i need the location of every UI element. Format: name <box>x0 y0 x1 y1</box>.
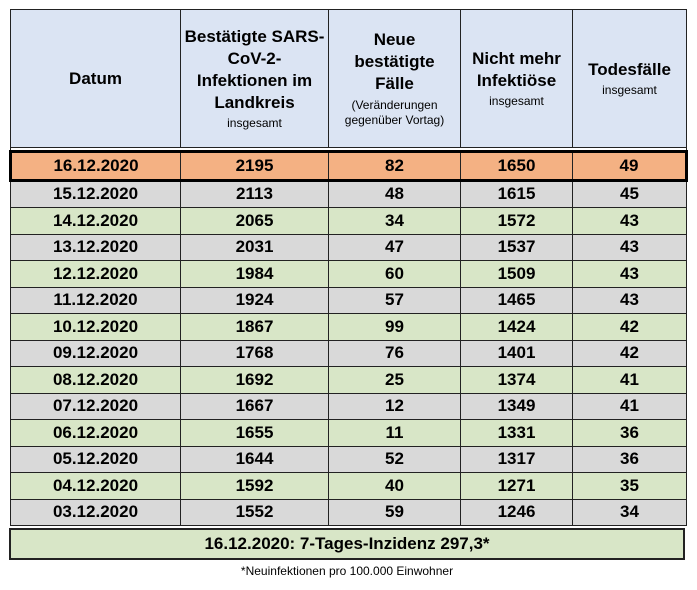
cell-nicht-mehr: 1246 <box>461 499 573 526</box>
cell-todesfaelle: 49 <box>573 152 687 181</box>
cell-bestaetigte: 1552 <box>181 499 329 526</box>
header-nicht-mehr-infektioese <box>461 10 573 148</box>
cell-todesfaelle: 35 <box>573 473 687 500</box>
cell-neue: 60 <box>329 261 461 288</box>
cell-nicht-mehr: 1349 <box>461 393 573 420</box>
cell-nicht-mehr: 1424 <box>461 314 573 341</box>
cell-bestaetigte: 1867 <box>181 314 329 341</box>
cell-todesfaelle: 41 <box>573 393 687 420</box>
table-row <box>11 234 687 261</box>
cell-neue: 48 <box>329 180 461 208</box>
cell-todesfaelle: 43 <box>573 287 687 314</box>
header-neue-faelle <box>329 10 461 148</box>
cell-neue: 59 <box>329 499 461 526</box>
cell-nicht-mehr: 1572 <box>461 208 573 235</box>
table-row <box>11 261 687 288</box>
cell-neue: 11 <box>329 420 461 447</box>
cell-todesfaelle: 43 <box>573 261 687 288</box>
cell-datum: 05.12.2020 <box>11 446 181 473</box>
cell-nicht-mehr: 1331 <box>461 420 573 447</box>
cell-datum: 04.12.2020 <box>11 473 181 500</box>
table-row <box>11 393 687 420</box>
table-row <box>11 446 687 473</box>
table-row <box>11 340 687 367</box>
cell-datum: 14.12.2020 <box>11 208 181 235</box>
cell-todesfaelle: 34 <box>573 499 687 526</box>
covid-statistics-table <box>9 9 688 526</box>
header-nicht-sub: insgesamt <box>489 94 544 108</box>
table-row <box>11 367 687 394</box>
cell-bestaetigte: 2195 <box>181 152 329 181</box>
cell-nicht-mehr: 1615 <box>461 180 573 208</box>
header-tod-sub: insgesamt <box>602 83 657 97</box>
cell-nicht-mehr: 1650 <box>461 152 573 181</box>
header-bestaetigte-sub: insgesamt <box>227 116 282 130</box>
cell-bestaetigte: 1924 <box>181 287 329 314</box>
covid-statistics-table-container <box>9 9 685 578</box>
cell-todesfaelle: 36 <box>573 420 687 447</box>
cell-todesfaelle: 41 <box>573 367 687 394</box>
header-nicht-main: Nicht mehr Infektiöse <box>472 49 561 90</box>
cell-bestaetigte: 1667 <box>181 393 329 420</box>
table-row <box>11 499 687 526</box>
cell-neue: 47 <box>329 234 461 261</box>
header-todesfaelle <box>573 10 687 148</box>
table-row <box>11 314 687 341</box>
cell-nicht-mehr: 1537 <box>461 234 573 261</box>
cell-bestaetigte: 1692 <box>181 367 329 394</box>
cell-datum: 11.12.2020 <box>11 287 181 314</box>
cell-neue: 99 <box>329 314 461 341</box>
cell-datum: 10.12.2020 <box>11 314 181 341</box>
cell-datum: 12.12.2020 <box>11 261 181 288</box>
cell-nicht-mehr: 1401 <box>461 340 573 367</box>
cell-datum: 09.12.2020 <box>11 340 181 367</box>
cell-neue: 12 <box>329 393 461 420</box>
cell-nicht-mehr: 1317 <box>461 446 573 473</box>
cell-neue: 40 <box>329 473 461 500</box>
cell-datum: 07.12.2020 <box>11 393 181 420</box>
cell-bestaetigte: 2113 <box>181 180 329 208</box>
cell-bestaetigte: 1592 <box>181 473 329 500</box>
table-row <box>11 208 687 235</box>
cell-todesfaelle: 43 <box>573 234 687 261</box>
cell-todesfaelle: 42 <box>573 314 687 341</box>
header-neue-main: Neue bestätigte Fälle <box>354 30 435 93</box>
cell-neue: 76 <box>329 340 461 367</box>
cell-bestaetigte: 2065 <box>181 208 329 235</box>
header-bestaetigte-main: Bestätigte SARS-CoV-2-Infektionen im Landkreis <box>184 27 325 112</box>
cell-todesfaelle: 36 <box>573 446 687 473</box>
cell-neue: 25 <box>329 367 461 394</box>
cell-nicht-mehr: 1465 <box>461 287 573 314</box>
incidence-summary: 16.12.2020: 7-Tages-Inzidenz 297,3* <box>9 528 685 560</box>
table-row <box>11 152 687 181</box>
cell-neue: 57 <box>329 287 461 314</box>
table-row <box>11 287 687 314</box>
cell-datum: 16.12.2020 <box>11 152 181 181</box>
header-tod-main: Todesfälle <box>588 60 671 79</box>
table-body <box>11 152 687 526</box>
cell-bestaetigte: 1655 <box>181 420 329 447</box>
cell-datum: 15.12.2020 <box>11 180 181 208</box>
table-row <box>11 180 687 208</box>
cell-nicht-mehr: 1271 <box>461 473 573 500</box>
cell-todesfaelle: 43 <box>573 208 687 235</box>
cell-neue: 34 <box>329 208 461 235</box>
table-row <box>11 473 687 500</box>
cell-datum: 03.12.2020 <box>11 499 181 526</box>
cell-nicht-mehr: 1509 <box>461 261 573 288</box>
header-bestaetigte-infektionen <box>181 10 329 148</box>
cell-neue: 52 <box>329 446 461 473</box>
cell-bestaetigte: 1984 <box>181 261 329 288</box>
cell-datum: 08.12.2020 <box>11 367 181 394</box>
footnote: *Neuinfektionen pro 100.000 Einwohner <box>240 564 454 578</box>
cell-neue: 82 <box>329 152 461 181</box>
cell-datum: 13.12.2020 <box>11 234 181 261</box>
header-datum: Datum <box>11 10 181 148</box>
cell-bestaetigte: 1768 <box>181 340 329 367</box>
cell-bestaetigte: 1644 <box>181 446 329 473</box>
cell-todesfaelle: 42 <box>573 340 687 367</box>
header-neue-sub: (Veränderungen gegenüber Vortag) <box>344 98 445 127</box>
cell-datum: 06.12.2020 <box>11 420 181 447</box>
cell-todesfaelle: 45 <box>573 180 687 208</box>
cell-bestaetigte: 2031 <box>181 234 329 261</box>
table-header-row <box>11 10 687 148</box>
cell-nicht-mehr: 1374 <box>461 367 573 394</box>
table-row <box>11 420 687 447</box>
